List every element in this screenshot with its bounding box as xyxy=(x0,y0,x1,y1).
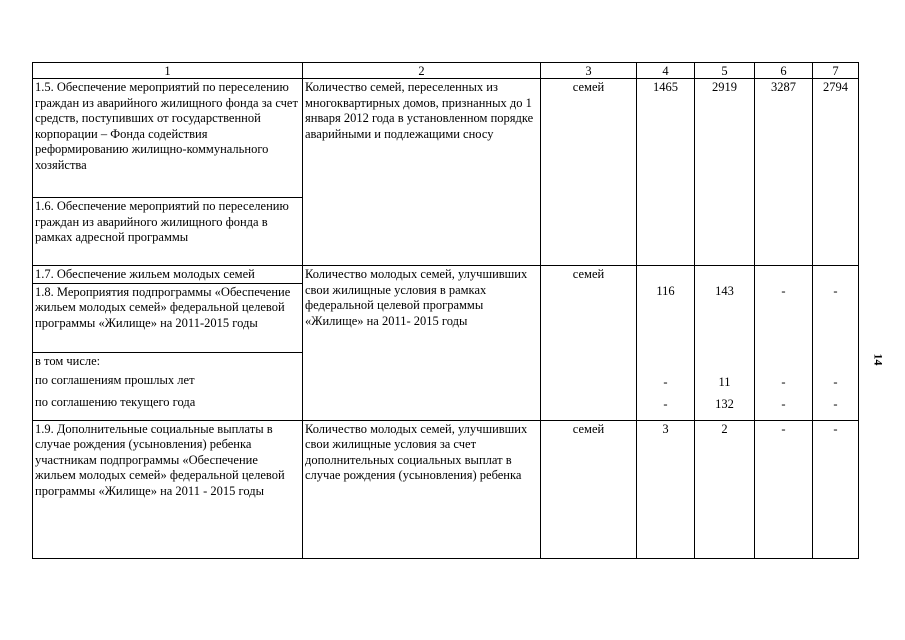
table-row-1-9 xyxy=(33,420,859,558)
sub-current-label: по соглашению текущего года xyxy=(35,394,196,409)
table-row-1-7 xyxy=(33,266,859,284)
sub-values-col4 xyxy=(637,352,695,420)
sub-past-col7: - xyxy=(833,375,838,389)
header-col-6: 6 xyxy=(755,63,813,79)
unit-1-7: семей xyxy=(541,266,637,421)
value-1-9-col6: - xyxy=(755,420,813,558)
value-1-5-col5: 2919 xyxy=(695,79,755,266)
unit-1-5: семей xyxy=(541,79,637,266)
sub-values-col6 xyxy=(755,352,813,420)
header-col-5: 5 xyxy=(695,63,755,79)
header-col-1: 1 xyxy=(33,63,303,79)
value-1-9-col4: 3 xyxy=(637,420,695,558)
blank-cell xyxy=(813,266,859,284)
value-1-8-col4: 116 xyxy=(637,283,695,352)
sub-values-col7 xyxy=(813,352,859,420)
blank-cell xyxy=(637,266,695,284)
measure-1-8: 1.8. Мероприятия подпрограммы «Обеспечение жильем молодых семей» федеральной целевой программы «Жилище» на 2011-2015 годы xyxy=(33,283,303,352)
measure-1-6: 1.6. Обеспечение мероприятий по переселению граждан из аварийного жилищного фонда в рамках адресной программы xyxy=(33,198,303,266)
sub-past-label: по соглашениям прошлых лет xyxy=(35,373,195,387)
value-1-5-col4: 1465 xyxy=(637,79,695,266)
header-col-7: 7 xyxy=(813,63,859,79)
indicator-1-5-1-6: Количество семей, переселенных из многоквартирных домов, признанных до 1 января 2012 года в установленном порядке аварийными и подлежащими сносу xyxy=(303,79,541,266)
sub-past-col5: 11 xyxy=(718,375,731,389)
header-col-3: 3 xyxy=(541,63,637,79)
table-row-1-5 xyxy=(33,79,859,198)
measure-1-7: 1.7. Обеспечение жильем молодых семей xyxy=(33,266,303,284)
sub-current-col4: - xyxy=(663,396,668,411)
indicators-table xyxy=(32,62,859,559)
header-row xyxy=(33,63,859,79)
value-1-9-col7: - xyxy=(813,420,859,558)
sub-current-col6: - xyxy=(781,396,786,411)
unit-1-9: семей xyxy=(541,420,637,558)
value-1-8-col5: 143 xyxy=(695,283,755,352)
sub-values-col5 xyxy=(695,352,755,420)
sub-past-col4: - xyxy=(663,375,668,389)
measure-1-9: 1.9. Дополнительные социальные выплаты в случае рождения (усыновления) ребенка участникам подпрограммы «Обеспечение жильем молодых семей» федеральной целевой программы «Жилище» на 2011 - 2015 годы xyxy=(33,420,303,558)
blank-cell xyxy=(755,266,813,284)
measure-1-5: 1.5. Обеспечение мероприятий по переселению граждан из аварийного жилищного фонда за счет средств, поступивших от государственной корпорации – Фонда содействия реформированию жилищно-коммунального хозяйства xyxy=(33,79,303,198)
sub-intro: в том числе: xyxy=(35,353,101,368)
indicator-1-9: Количество молодых семей, улучшивших свои жилищные условия за счет дополнительных социальных выплат в случае рождения (усыновления) ребенка xyxy=(303,420,541,558)
indicator-1-7-1-8: Количество молодых семей, улучшивших свои жилищные условия в рамках федеральной целевой программы «Жилище» на 2011- 2015 годы xyxy=(303,266,541,421)
value-1-9-col5: 2 xyxy=(695,420,755,558)
value-1-5-col6: 3287 xyxy=(755,79,813,266)
value-1-8-col7: - xyxy=(813,283,859,352)
header-col-2: 2 xyxy=(303,63,541,79)
sub-past-col6: - xyxy=(781,375,786,389)
value-1-8-col6: - xyxy=(755,283,813,352)
value-1-5-col7: 2794 xyxy=(813,79,859,266)
sub-current-col7: - xyxy=(833,396,838,411)
measure-1-8-sub xyxy=(33,352,303,420)
page-number: 14 xyxy=(871,353,886,366)
header-col-4: 4 xyxy=(637,63,695,79)
blank-cell xyxy=(695,266,755,284)
sub-current-col5: 132 xyxy=(715,396,734,411)
